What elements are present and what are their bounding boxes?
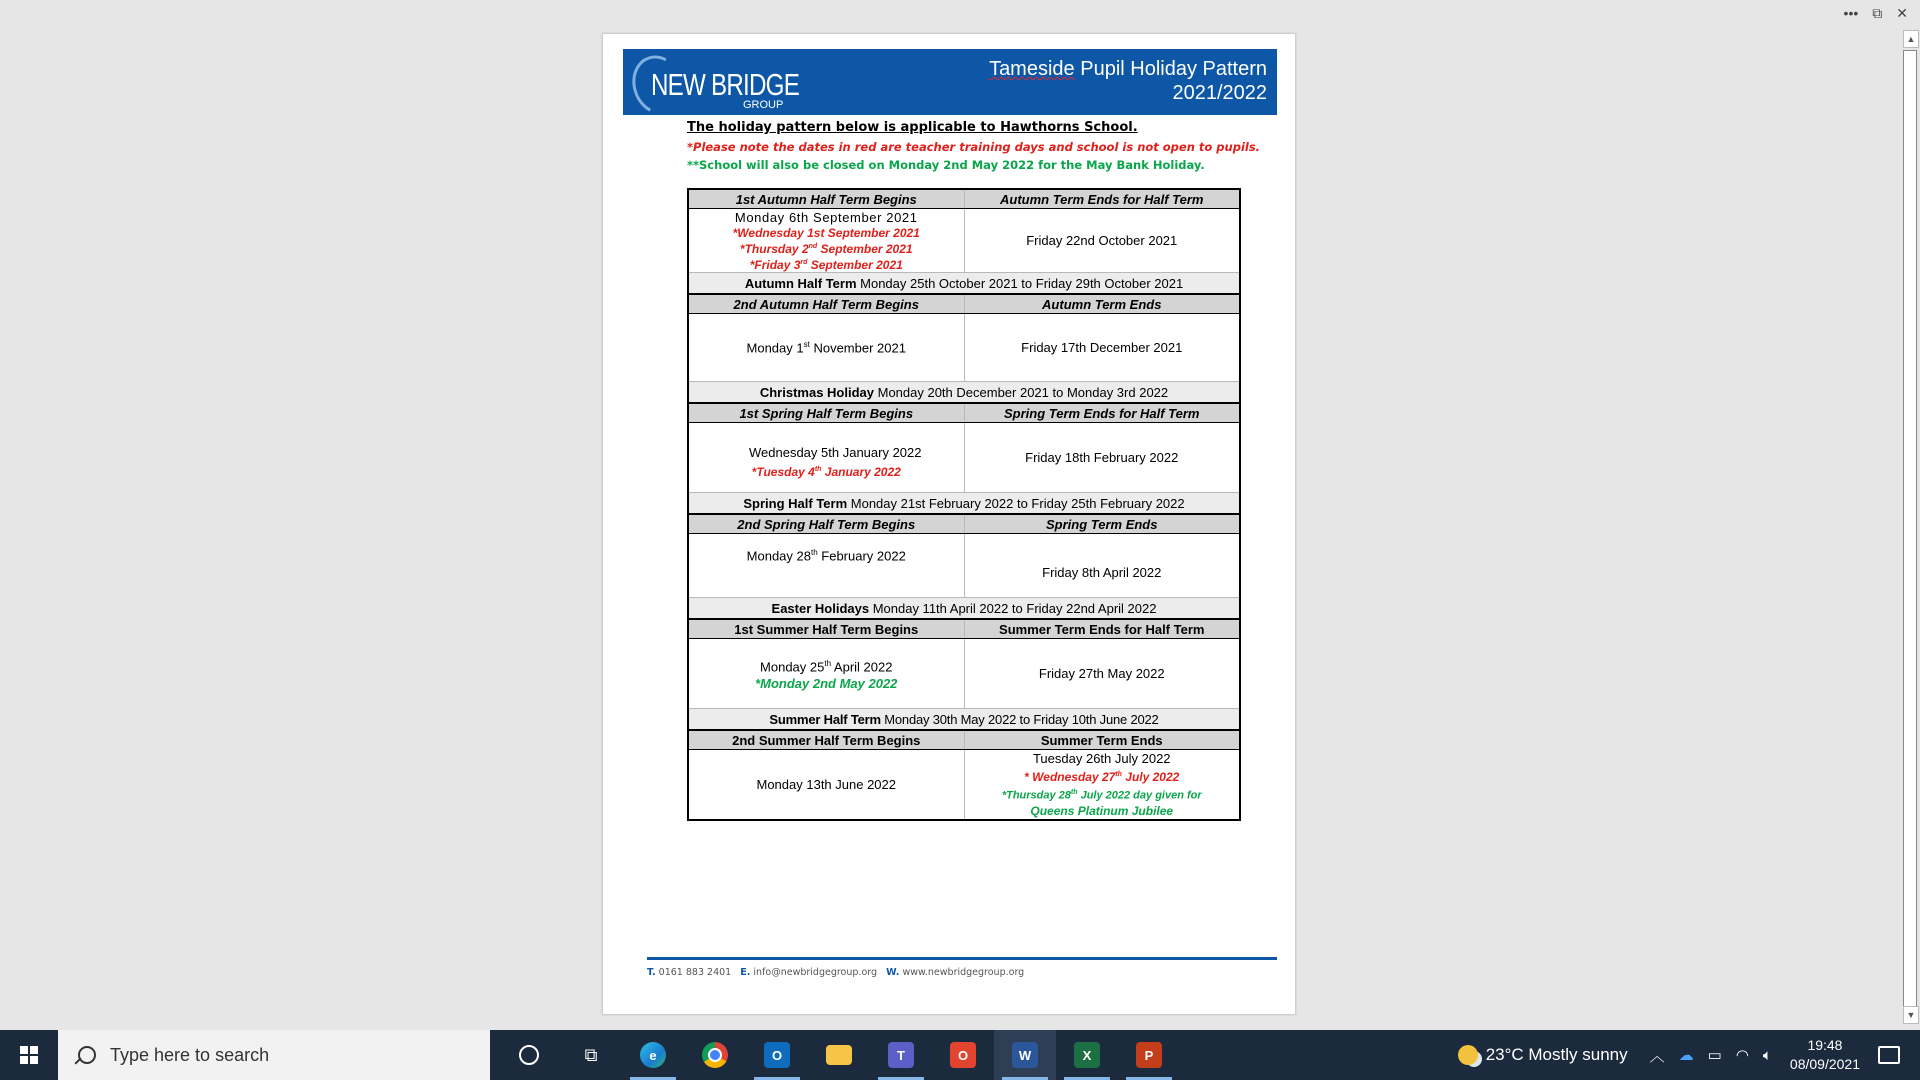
website-text: www.newbridgegroup.org: [899, 967, 1025, 978]
holiday-band-cell: Christmas Holiday Monday 20th December 2021 to Monday 3rd 2022: [688, 382, 1240, 404]
holiday-band-cell: Spring Half Term Monday 21st February 2022 to Friday 25th February 2022: [688, 493, 1240, 515]
window-controls: [1844, 0, 1920, 26]
start-button[interactable]: [0, 1030, 58, 1080]
column-header: Spring Term Ends: [964, 514, 1240, 534]
logo-group-text: GROUP: [743, 99, 784, 111]
column-header: 2nd Autumn Half Term Begins: [688, 294, 964, 314]
training-day-text: *Friday 3rd September 2021: [749, 258, 903, 272]
vertical-scrollbar[interactable]: [1900, 26, 1920, 1028]
holiday-band: [688, 598, 1240, 620]
holiday-band: [688, 709, 1240, 731]
training-day-text: *Wednesday 1st September 2021: [732, 226, 920, 240]
column-header: Autumn Term Ends for Half Term: [964, 189, 1240, 209]
column-header: 1st Spring Half Term Begins: [688, 403, 964, 423]
table-row: [688, 534, 1240, 598]
date-text: Monday 25th April 2022: [760, 658, 893, 675]
jubilee-text: Queens Platinum Jubilee: [1030, 803, 1174, 818]
clock-date: 08/09/2021: [1789, 1056, 1860, 1072]
chevron-up-icon[interactable]: ︿: [1649, 1047, 1665, 1065]
task-view-button[interactable]: [560, 1030, 622, 1080]
table-header-row: [688, 189, 1240, 209]
clock-time: 19:48: [1807, 1037, 1843, 1053]
training-days-note: *Please note the dates in red are teacher training days and school is not open to pupils.: [687, 140, 1261, 154]
powerpoint-icon: P: [1136, 1042, 1162, 1068]
weather-text: 23°C Mostly sunny: [1485, 1045, 1628, 1064]
windows-icon: [20, 1046, 38, 1064]
footer-rule: [647, 957, 1277, 960]
outlook-icon: O: [764, 1042, 790, 1068]
table-cell: [688, 423, 964, 493]
intro-notes: [687, 120, 1260, 172]
table-cell: [964, 750, 1240, 820]
date-text: Friday 8th April 2022: [964, 534, 1240, 598]
clock[interactable]: [1790, 1036, 1860, 1074]
table-header-row: [688, 403, 1240, 423]
table-header-row: [688, 619, 1240, 639]
edge-icon: e: [640, 1042, 666, 1068]
teams-icon: T: [888, 1042, 914, 1068]
date-text: Monday 6th September 2021: [734, 210, 918, 225]
column-header: 1st Autumn Half Term Begins: [688, 189, 964, 209]
excel-button[interactable]: [1056, 1030, 1118, 1080]
scroll-down-icon[interactable]: ▼: [1903, 1006, 1919, 1024]
chrome-icon: [702, 1042, 728, 1068]
word-button[interactable]: [994, 1030, 1056, 1080]
chrome-button[interactable]: [684, 1030, 746, 1080]
contact-footer: T. 0161 883 2401 E. info@newbridgegroup.org W. www.newbridgegroup.org: [647, 967, 1025, 978]
date-text: Tuesday 26th July 2022: [1032, 751, 1171, 766]
teams-button[interactable]: [870, 1030, 932, 1080]
battery-icon[interactable]: ▭: [1707, 1047, 1722, 1064]
restore-icon[interactable]: ⧉: [1872, 4, 1883, 21]
onedrive-icon[interactable]: ☁: [1678, 1047, 1694, 1064]
table-row: [688, 750, 1240, 820]
edge-button[interactable]: [622, 1030, 684, 1080]
holiday-band: [688, 382, 1240, 404]
bank-holiday-note: **School will also be closed on Monday 2nd May 2022 for the May Bank Holiday.: [687, 158, 1205, 172]
table-row: [688, 314, 1240, 382]
search-icon: [78, 1046, 96, 1064]
email-text: info@newbridgegroup.org: [750, 967, 878, 978]
new-bridge-logo: [629, 53, 800, 111]
holiday-band: [688, 273, 1240, 295]
task-view-icon: ⧉: [584, 1044, 598, 1065]
date-text: Monday 1st November 2021: [688, 314, 964, 382]
date-text: Friday 22nd October 2021: [964, 209, 1240, 273]
bank-holiday-text: *Monday 2nd May 2022: [755, 676, 898, 692]
applicability-note: The holiday pattern below is applicable to Hawthorns School.: [687, 120, 1138, 135]
training-day-text: * Wednesday 27th July 2022: [1024, 770, 1180, 784]
volume-icon[interactable]: 🔈︎: [1762, 1046, 1772, 1064]
phone-text: 0161 883 2401: [655, 967, 732, 978]
training-day-text: *Tuesday 4th January 2022: [751, 465, 901, 479]
logo-brand-text: NEW BRIDGE: [651, 67, 800, 102]
wifi-icon[interactable]: ◠: [1735, 1047, 1749, 1064]
date-text: Friday 17th December 2021: [964, 314, 1240, 382]
excel-icon: X: [1074, 1042, 1100, 1068]
folder-icon: [826, 1045, 852, 1065]
column-header: Spring Term Ends for Half Term: [964, 403, 1240, 423]
outlook-button[interactable]: [746, 1030, 808, 1080]
table-header-row: [688, 730, 1240, 750]
table-row: [688, 639, 1240, 709]
training-day-text: *Thursday 2nd September 2021: [739, 242, 913, 256]
column-header: Summer Term Ends: [964, 730, 1240, 750]
column-header: Summer Term Ends for Half Term: [964, 619, 1240, 639]
header-banner: [623, 49, 1277, 115]
powerpoint-button[interactable]: [1118, 1030, 1180, 1080]
document-title: [989, 57, 1267, 105]
date-text: Friday 18th February 2022: [964, 423, 1240, 493]
word-icon: W: [1012, 1042, 1038, 1068]
table-row: [688, 209, 1240, 273]
cortana-button[interactable]: [498, 1030, 560, 1080]
holiday-schedule-table: [687, 188, 1241, 821]
date-text: Monday 28th February 2022: [688, 534, 964, 598]
date-text: Wednesday 5th January 2022: [749, 445, 922, 460]
weather-icon: [1458, 1045, 1478, 1065]
office-icon: O: [950, 1042, 976, 1068]
title-word-tameside: Tameside: [989, 58, 1075, 80]
file-explorer-button[interactable]: [808, 1030, 870, 1080]
title-year: 2021/2022: [1172, 82, 1267, 104]
date-text: Monday 13th June 2022: [688, 750, 964, 820]
scroll-thumb[interactable]: [1903, 50, 1917, 1020]
holiday-band-cell: Autumn Half Term Monday 25th October 2021 to Friday 29th October 2021: [688, 273, 1240, 295]
table-cell: [688, 639, 964, 709]
holiday-band: [688, 493, 1240, 515]
scroll-up-icon[interactable]: ▲: [1903, 30, 1919, 48]
weather-widget[interactable]: [1458, 1045, 1628, 1065]
table-row: [688, 423, 1240, 493]
table-cell: [688, 209, 964, 273]
column-header: 2nd Summer Half Term Begins: [688, 730, 964, 750]
taskbar-search[interactable]: [58, 1030, 490, 1080]
title-text: Pupil Holiday Pattern: [1074, 58, 1267, 80]
column-header: 1st Summer Half Term Begins: [688, 619, 964, 639]
taskbar: [0, 1030, 1920, 1080]
system-tray: [1458, 1030, 1920, 1080]
column-header: Autumn Term Ends: [964, 294, 1240, 314]
more-options-icon[interactable]: •••: [1843, 5, 1859, 21]
date-text: Friday 27th May 2022: [964, 639, 1240, 709]
search-input[interactable]: [108, 1044, 472, 1067]
pinned-apps: [498, 1030, 1180, 1080]
jubilee-text: *Thursday 28th July 2022 day given for: [1001, 789, 1202, 802]
column-header: 2nd Spring Half Term Begins: [688, 514, 964, 534]
table-header-row: [688, 514, 1240, 534]
document-page: [602, 33, 1296, 1015]
holiday-band-cell: Summer Half Term Monday 30th May 2022 to Friday 10th June 2022: [688, 709, 1240, 731]
close-icon[interactable]: ✕: [1896, 4, 1908, 21]
office-button[interactable]: [932, 1030, 994, 1080]
holiday-band-cell: Easter Holidays Monday 11th April 2022 to Friday 22nd April 2022: [688, 598, 1240, 620]
cortana-icon: [519, 1045, 539, 1065]
notifications-icon[interactable]: [1878, 1046, 1900, 1064]
table-header-row: [688, 294, 1240, 314]
